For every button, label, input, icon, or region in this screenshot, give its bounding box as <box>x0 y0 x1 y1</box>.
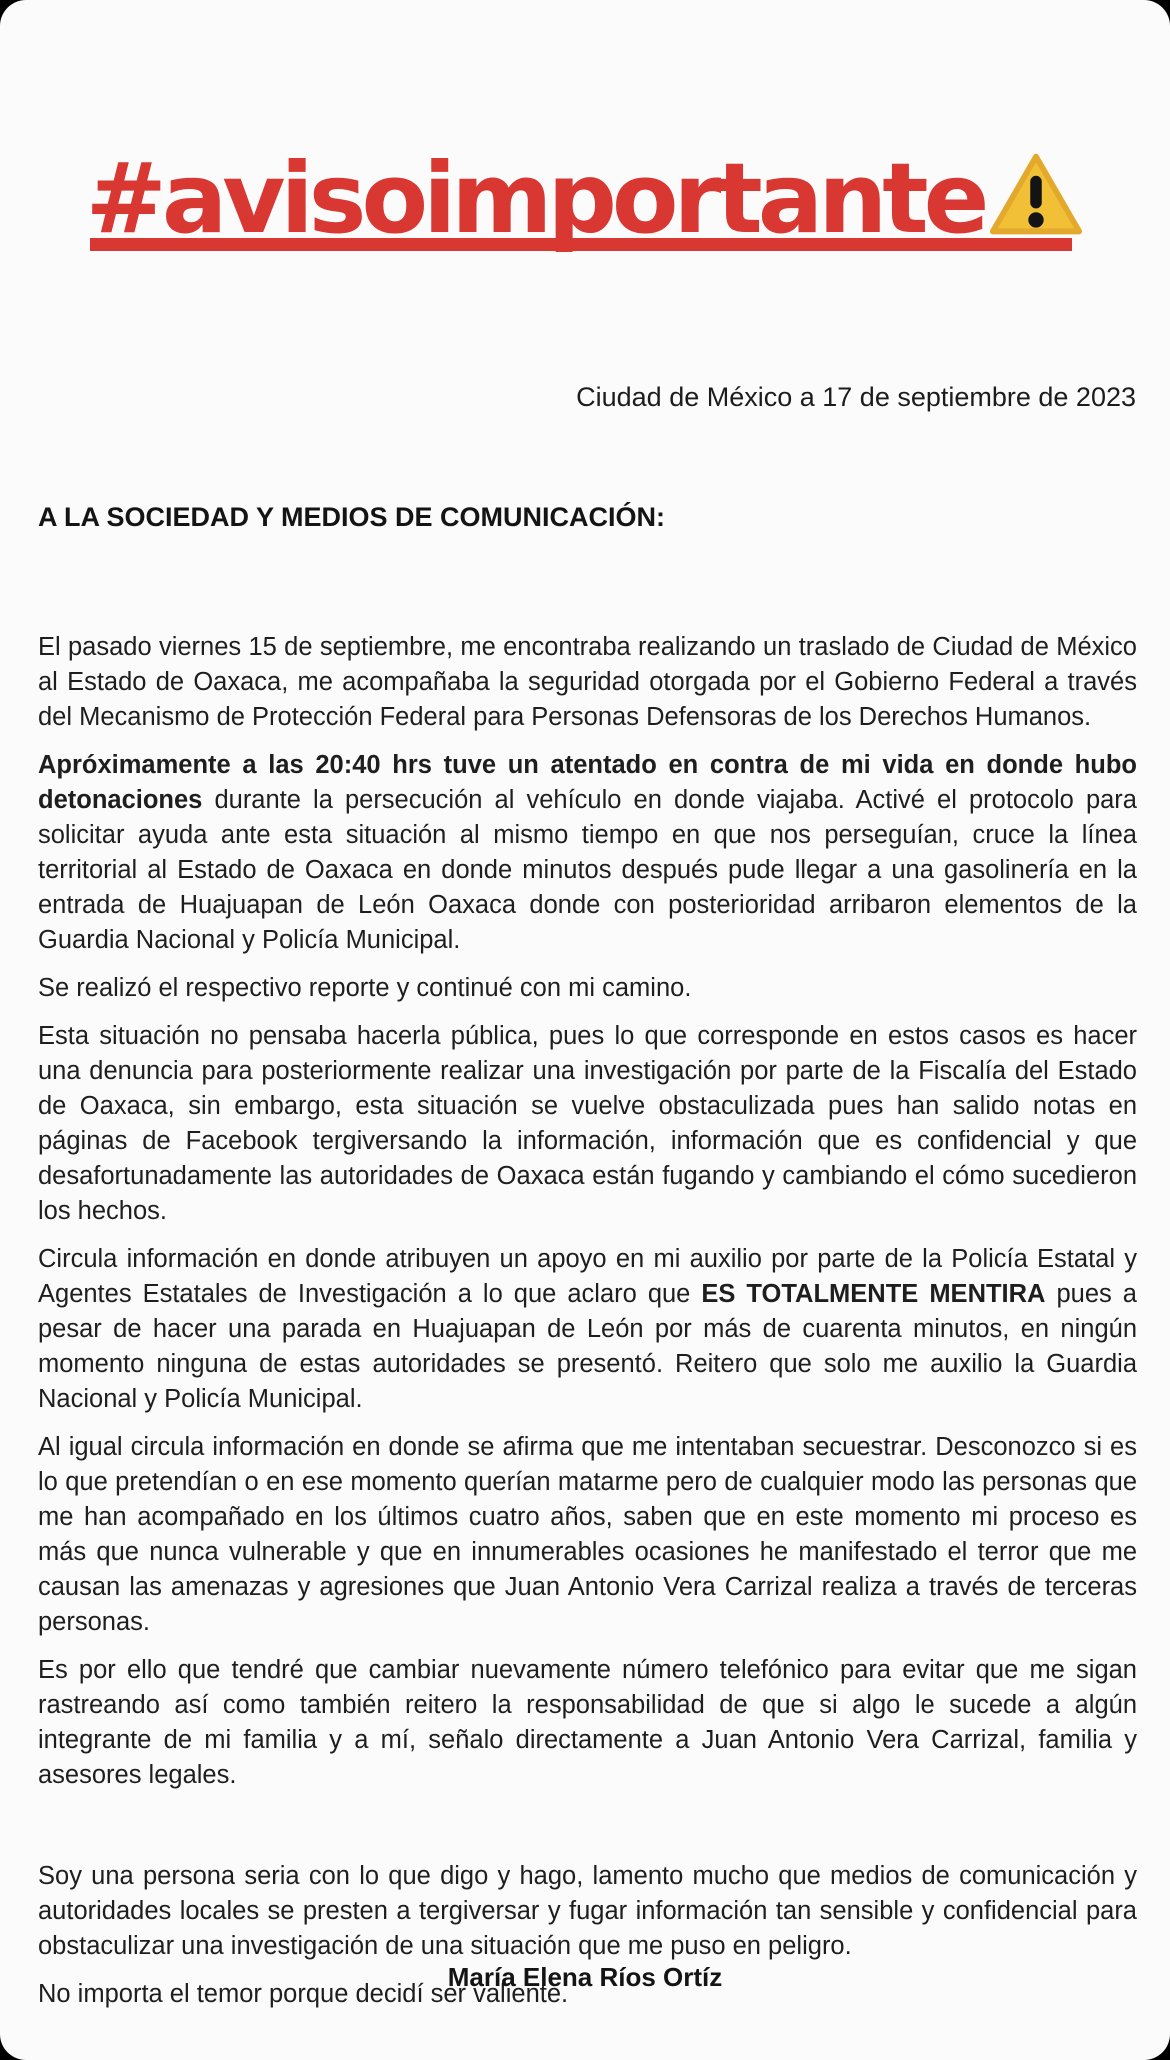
date-line: Ciudad de México a 17 de septiembre de 2023 <box>576 382 1136 412</box>
paragraph-bold-segment: Apróximamente a las 20:40 hrs tuve un atentado en contra de mi vida en donde hubo detonaciones <box>38 751 1137 814</box>
paragraph-segment: Se realizó el respectivo reporte y continué con mi camino. <box>38 974 692 1002</box>
paragraph-segment: Es por ello que tendré que cambiar nuevamente número telefónico para evitar que me sigan rastreando así como también reitero la responsabilidad de que si algo le sucede a algún integrante de mi familia y a mí, señalo directamente a Juan Antonio Vera Carrizal, familia y asesores legales. <box>38 1656 1137 1789</box>
paragraph <box>38 630 1137 735</box>
paragraph-bold-segment: ES TOTALMENTE MENTIRA <box>701 1280 1046 1308</box>
paragraph-segment: Circula información en donde atribuyen un apoyo en mi auxilio por parte de la Policía Estatal y Agentes Estatales de Investigación a lo que aclaro que <box>38 1245 1137 1308</box>
paragraph <box>38 1859 1137 1964</box>
paragraph <box>38 748 1137 958</box>
paragraph-segment: No importa el temor porque decidí ser valiente. <box>38 1980 569 2008</box>
paragraph <box>38 1019 1137 1229</box>
paragraph <box>38 1242 1137 1417</box>
headline-text: #avisoimportante <box>85 142 985 255</box>
signature: María Elena Ríos Ortíz <box>447 1962 723 1992</box>
paragraph-segment: pues a pesar de hacer una parada en Huajuapan de León por más de cuarenta minutos, en ningún momento ninguna de estas autoridades se presentó. Reitero que solo me auxilio la Guardia Nacional y Policía Municipal. <box>38 1280 1137 1413</box>
headline-inner <box>85 142 1085 263</box>
paragraph-segment: durante la persecución al vehículo en donde viajaba. Activé el protocolo para solicitar ayuda ante esta situación al mismo tiempo en que nos perseguían, cruce la línea territorial al Estado de Oaxaca en donde minutos después pude llegar a una gasolinería en la entrada de Huajuapan de León Oaxaca donde con posterioridad arribaron elementos de la Guardia Nacional y Policía Municipal. <box>38 786 1137 954</box>
paragraph-segment: El pasado viernes 15 de septiembre, me encontraba realizando un traslado de Ciudad de México al Estado de Oaxaca, me acompañaba la seguridad otorgada por el Gobierno Federal a través del Mecanismo de Protección Federal para Personas Defensoras de los Derechos Humanos. <box>38 633 1137 731</box>
warning-triangle-icon <box>988 148 1084 240</box>
headline <box>0 142 1170 263</box>
paragraph-segment: Soy una persona seria con lo que digo y hago, lamento mucho que medios de comunicación y autoridades locales se presten a tergiversar y fugar información tan sensible y confidencial para obstaculizar una investigación de una situación que me puso en peligro. <box>38 1862 1137 1960</box>
paragraph <box>38 1653 1137 1793</box>
paragraph-segment: Al igual circula información en donde se afirma que me intentaban secuestrar. Desconozco si es lo que pretendían o en ese momento querían matarme pero de cualquier modo las personas que me han acompañado en los últimos cuatro años, saben que en este momento mi proceso es más que nunca vulnerable y que en innumerables ocasiones he manifestado el terror que me causan las amenazas y agresiones que Juan Antonio Vera Carrizal realiza a través de terceras personas. <box>38 1433 1137 1636</box>
paragraph-segment: Esta situación no pensaba hacerla pública, pues lo que corresponde en estos casos es hacer una denuncia para posteriormente realizar una investigación por parte de la Fiscalía del Estado de Oaxaca, sin embargo, esta situación se vuelve obstaculizada pues han salido notas en páginas de Facebook tergiversando la información, información que es confidencial y que desafortunadamente las autoridades de Oaxaca están fugando y cambiando el cómo sucedieron los hechos. <box>38 1022 1137 1225</box>
salutation: A LA SOCIEDAD Y MEDIOS DE COMUNICACIÓN: <box>38 502 666 532</box>
paragraph <box>38 971 1137 1006</box>
letter-body <box>38 630 1137 2025</box>
paragraph <box>38 1430 1137 1640</box>
